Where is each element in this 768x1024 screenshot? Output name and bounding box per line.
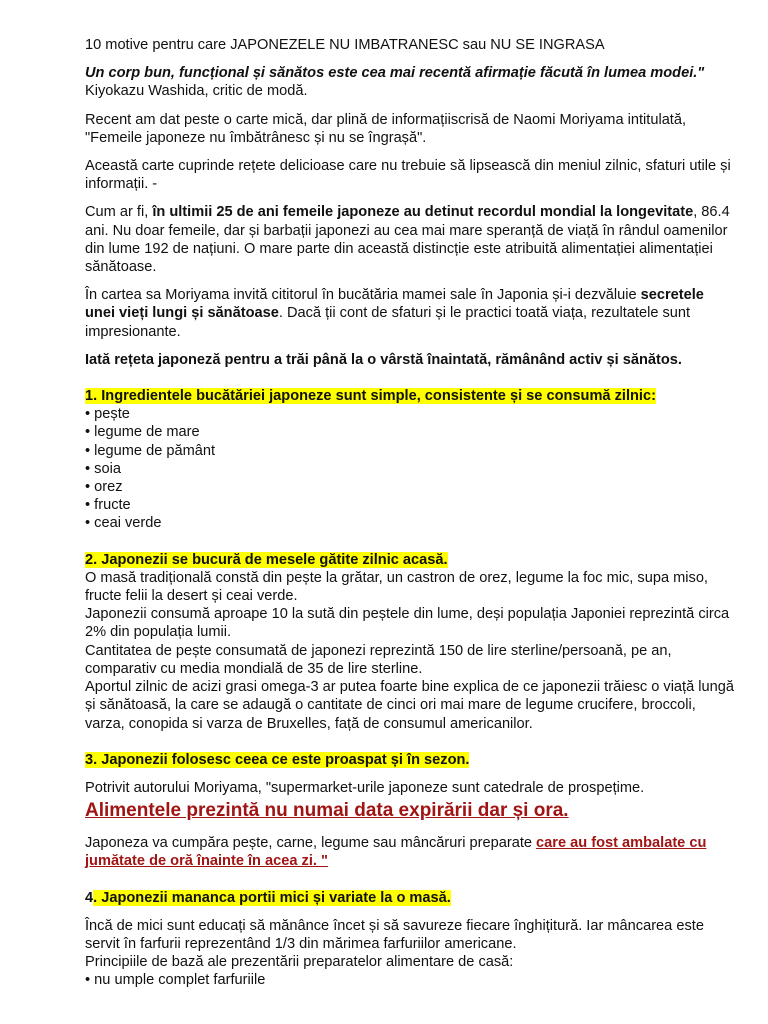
record-bold: în ultimii 25 de ani femeile japoneze au detinut recordul mondial la longevitate: [152, 204, 694, 221]
book-post: . Dacă ții cont de sfaturi și le practici toată viața, rezultatele sunt impresionante.: [85, 305, 691, 340]
section-2-heading-text: 2. Japonezii se bucură de mesele gătite zilnic acasă.: [85, 551, 448, 568]
ingredient-list: [85, 405, 735, 532]
section-4-heading-text: . Japonezii mananca portii mici și variate la o masă.: [93, 889, 451, 906]
section-4-principles: Principiile de bază ale prezentării preparatelor alimentare de casă:: [85, 954, 514, 971]
list-item: • soia: [85, 460, 735, 478]
intro-paragraph-1: Recent am dat peste o carte mică, dar plină de informațiiscrisă de Naomi Moriyama intitulată, "Femeile japoneze nu îmbătrânesc și nu se îngrașă".: [85, 111, 687, 146]
book-paragraph: [85, 286, 735, 341]
document-title: 10 motive pentru care JAPONEZELE NU IMBATRANESC sau NU SE INGRASA: [85, 37, 605, 53]
list-item: • fructe: [85, 496, 735, 514]
list-item: • ceai verde: [85, 514, 735, 532]
list-item: • pește: [85, 405, 735, 423]
buy-paragraph: [85, 834, 735, 870]
section-2-line-4: Aportul zilnic de acizi grasi omega-3 ar putea foarte bine explica de ce japonezii trăiesc o viață lungă și sănătoasă, la care se adaugă o cantitate de cinci ori mai mare de legume crucifere, broccoli, varza, conopida si varza de Bruxelles, față de consumul americanilor.: [85, 679, 734, 732]
section-2-line-3: Cantitatea de pește consumată de japonezi reprezintă 150 de lire sterline/persoană, pe an, comparativ cu media mondială de 35 de lire sterline.: [85, 642, 672, 677]
record-pre: Cum ar fi,: [85, 204, 153, 221]
section-2-line-2: Japonezii consumă aproape 10 la sută din peștele din lume, deși populația Japoniei reprezintă circa 2% din populația lumii.: [85, 606, 730, 641]
section-4-text: Încă de mici sunt educați să mănânce încet și să savureze fiecare înghițitură. Iar mâncarea este servit în farfurii reprezentând 1/3 din mărimea farfuriilor americane.: [85, 917, 704, 952]
record-paragraph: [85, 203, 735, 276]
section-1-heading: [85, 387, 735, 405]
section-4-number: 4: [85, 889, 94, 906]
list-item: • nu umple complet farfuriile: [85, 971, 735, 989]
list-item: • legume de pământ: [85, 442, 735, 460]
record-post: , 86.4 ani. Nu doar femeile, dar și barbații japonezi au cea mai mare speranță de viață în rândul oamenilor din lume 192 de națiuni. O mare parte din această distincție este atribuită alimentației alimentației sănătoase.: [85, 204, 730, 276]
recipe-intro: Iată rețeta japoneză pentru a trăi până la o vârstă înaintată, rămânând activ și sănătos.: [85, 351, 682, 368]
buy-link[interactable]: care au fost ambalate cu jumătate de oră înainte în acea zi. ": [85, 835, 707, 870]
intro-paragraph-2: Această carte cuprinde rețete delicioase care nu trebuie să lipsească din meniul zilnic, sfaturi utile și informații. -: [85, 158, 731, 193]
book-bold: secretele unei vieți lungi și sănătoase: [85, 287, 704, 322]
list-item: • orez: [85, 478, 735, 496]
quote-author: Kiyokazu Washida, critic de modă.: [85, 83, 308, 100]
section-2-heading: [85, 551, 735, 569]
principles-list: [85, 971, 735, 989]
section-3-text: Potrivit autorului Moriyama, "supermarket-urile japoneze sunt catedrale de prospețime.: [85, 779, 645, 796]
section-2-line-1: O masă tradițională constă din pește la grătar, un castron de orez, legume la foc mic, supa miso, fructe felii la desert și ceai verde.: [85, 569, 708, 605]
list-item: • legume de mare: [85, 423, 735, 441]
book-pre: În cartea sa Moriyama invită cititorul în bucătăria mamei sale în Japonia și-i dezvăluie: [85, 287, 641, 304]
section-1-heading-text: 1. Ingredientele bucătăriei japoneze sunt simple, consistente și se consumă zilnic:: [85, 388, 656, 405]
document: [85, 36, 735, 990]
buy-text: Japoneza va cumpăra pește, carne, legume sau mâncăruri preparate: [85, 835, 537, 852]
quote: [85, 64, 735, 100]
section-3-heading-text: 3. Japonezii folosesc ceea ce este proaspat și în sezon.: [85, 751, 470, 768]
red-heading: Alimentele prezintă nu numai data expirării dar și ora.: [85, 800, 569, 822]
section-4-heading: [85, 889, 735, 907]
quote-text: Un corp bun, funcțional și sănătos este cea mai recentă afirmație făcută în lumea modei.": [85, 65, 705, 82]
section-3-heading: [85, 751, 735, 769]
